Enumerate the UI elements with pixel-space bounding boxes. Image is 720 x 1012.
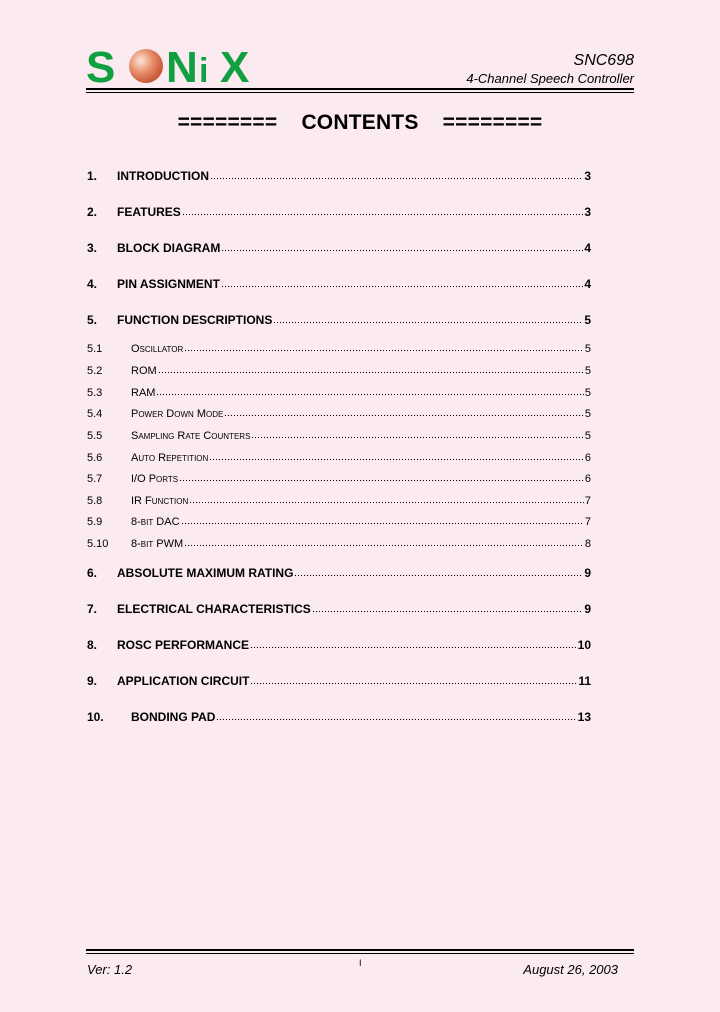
toc-dot-leader (189, 494, 584, 504)
toc-entry-number: 4. (87, 277, 98, 291)
document-subtitle: 4-Channel Speech Controller (466, 71, 634, 86)
logo-ball-icon (129, 49, 163, 83)
toc-entry-title: Power Down Mode (131, 408, 224, 420)
toc-entry-page: 6 (584, 473, 591, 485)
toc-entry-title: BONDING PAD (131, 710, 216, 724)
toc-entry-page: 10 (577, 638, 591, 652)
toc-entry[interactable] (87, 168, 591, 184)
toc-entry-page: 9 (584, 566, 591, 580)
toc-entry[interactable] (87, 637, 591, 653)
toc-entry-title: IR Function (131, 495, 189, 507)
toc-entry[interactable] (87, 601, 591, 617)
toc-entry[interactable] (87, 204, 591, 220)
toc-entry-number: 5.4 (87, 408, 103, 420)
toc-dot-leader (224, 407, 584, 417)
toc-entry-title: PIN ASSIGNMENT (117, 277, 220, 291)
toc-entry[interactable] (87, 276, 591, 292)
document-header (466, 53, 634, 87)
toc-entry-number: 1. (87, 169, 98, 183)
toc-entry-title: RAM (131, 387, 156, 399)
toc-entry-page: 4 (584, 241, 591, 255)
toc-entry-title: ROSC PERFORMANCE (117, 638, 250, 652)
toc-entry[interactable] (87, 565, 591, 581)
toc-dot-leader (250, 639, 577, 649)
toc-entry-number: 2. (87, 205, 98, 219)
toc-entry-page: 4 (584, 277, 591, 291)
toc-entry-page: 5 (584, 408, 591, 420)
toc-dot-leader (158, 364, 584, 374)
toc-entry-title: FUNCTION DESCRIPTIONS (117, 313, 273, 327)
toc-entry[interactable] (87, 673, 591, 689)
toc-dot-leader (179, 472, 584, 482)
toc-entry-number: 8. (87, 638, 98, 652)
toc-entry-title: ROM (131, 365, 157, 377)
toc-entry-page: 5 (584, 343, 591, 355)
toc-entry-number: 5.2 (87, 365, 103, 377)
footer-date: August 26, 2003 (523, 962, 618, 977)
toc-dot-leader (210, 170, 583, 180)
toc-entry[interactable] (87, 341, 591, 357)
footer-rule-thick (86, 949, 634, 951)
toc-entry-number: 5. (87, 313, 98, 327)
toc-entry-title: BLOCK DIAGRAM (117, 241, 221, 255)
toc-entry[interactable] (87, 471, 591, 487)
toc-entry-title: Auto Repetition (131, 452, 209, 464)
page-title: ======== CONTENTS ======== (177, 111, 543, 134)
toc-entry-title: 8-bit PWM (131, 538, 184, 550)
toc-entry[interactable] (87, 312, 591, 328)
toc-dot-leader (251, 429, 583, 439)
toc-entry-number: 5.1 (87, 343, 103, 355)
toc-entry-number: 6. (87, 566, 98, 580)
toc-entry-number: 5.7 (87, 473, 103, 485)
toc-dot-leader (216, 711, 576, 721)
toc-dot-leader (221, 242, 583, 252)
toc-entry-number: 5.8 (87, 495, 103, 507)
toc-dot-leader (273, 314, 583, 324)
toc-entry[interactable] (87, 428, 591, 444)
toc-entry-page: 5 (584, 365, 591, 377)
toc-entry[interactable] (87, 536, 591, 552)
toc-entry-number: 3. (87, 241, 98, 255)
logo-letter-s: S (86, 44, 116, 86)
toc-entry-page: 7 (584, 495, 591, 507)
toc-entry-number: 5.5 (87, 430, 103, 442)
toc-entry-title: Sampling Rate Counters (131, 430, 251, 442)
toc-dot-leader (184, 342, 584, 352)
toc-entry-number: 5.3 (87, 387, 103, 399)
toc-dot-leader (209, 451, 584, 461)
toc-entry-number: 7. (87, 602, 98, 616)
toc-dot-leader (250, 675, 577, 685)
toc-entry-page: 3 (584, 169, 591, 183)
toc-entry-number: 5.6 (87, 452, 103, 464)
toc-entry[interactable] (87, 240, 591, 256)
toc-dot-leader (184, 537, 584, 547)
toc-entry[interactable] (87, 406, 591, 422)
logo-letter-i: i (199, 52, 209, 86)
toc-entry-title: FEATURES (117, 205, 181, 219)
toc-entry-number: 5.9 (87, 516, 103, 528)
header-rule-thick (86, 88, 634, 90)
toc-entry-title: I/O Ports (131, 473, 179, 485)
toc-dot-leader (181, 515, 584, 525)
toc-entry-title: Oscillator (131, 343, 184, 355)
footer-version: Ver: 1.2 (87, 962, 133, 977)
toc-entry-page: 5 (584, 313, 591, 327)
toc-entry[interactable] (87, 493, 591, 509)
footer-page-number: I (359, 958, 362, 968)
logo-letter-x: X (220, 44, 250, 86)
toc-entry-title: ELECTRICAL CHARACTERISTICS (117, 602, 311, 616)
logo-letter-n: N (166, 44, 198, 86)
toc-entry-title: INTRODUCTION (117, 169, 209, 183)
toc-entry-page: 9 (584, 602, 591, 616)
toc-entry[interactable] (87, 363, 591, 379)
toc-entry-title: APPLICATION CIRCUIT (117, 674, 250, 688)
toc-dot-leader (156, 386, 583, 396)
toc-entry-page: 3 (584, 205, 591, 219)
toc-entry-page: 6 (584, 452, 591, 464)
header-rule-thin (86, 92, 634, 93)
toc-entry[interactable] (87, 385, 591, 401)
toc-entry-page: 5 (584, 430, 591, 442)
toc-entry-page: 11 (578, 674, 591, 688)
toc-entry-number: 9. (87, 674, 98, 688)
toc-entry-page: 8 (584, 538, 591, 550)
toc-entry-page: 7 (584, 516, 591, 528)
toc-entry[interactable] (87, 709, 591, 725)
toc-entry-page: 13 (577, 710, 591, 724)
footer-rule-thin (86, 953, 634, 954)
toc-dot-leader (221, 278, 583, 288)
toc-entry[interactable] (87, 514, 591, 530)
toc-entry-title: 8-bit DAC (131, 516, 180, 528)
toc-entry-page: 5 (584, 387, 591, 399)
toc-entry-title: ABSOLUTE MAXIMUM RATING (117, 566, 294, 580)
sonix-logo (86, 44, 266, 86)
model-name: SNC698 (573, 52, 634, 69)
toc-dot-leader (294, 567, 583, 577)
toc-entry[interactable] (87, 450, 591, 466)
toc-entry-number: 5.10 (87, 538, 109, 550)
toc-entry-number: 10. (87, 710, 104, 724)
toc-dot-leader (182, 206, 584, 216)
toc-dot-leader (312, 603, 584, 613)
